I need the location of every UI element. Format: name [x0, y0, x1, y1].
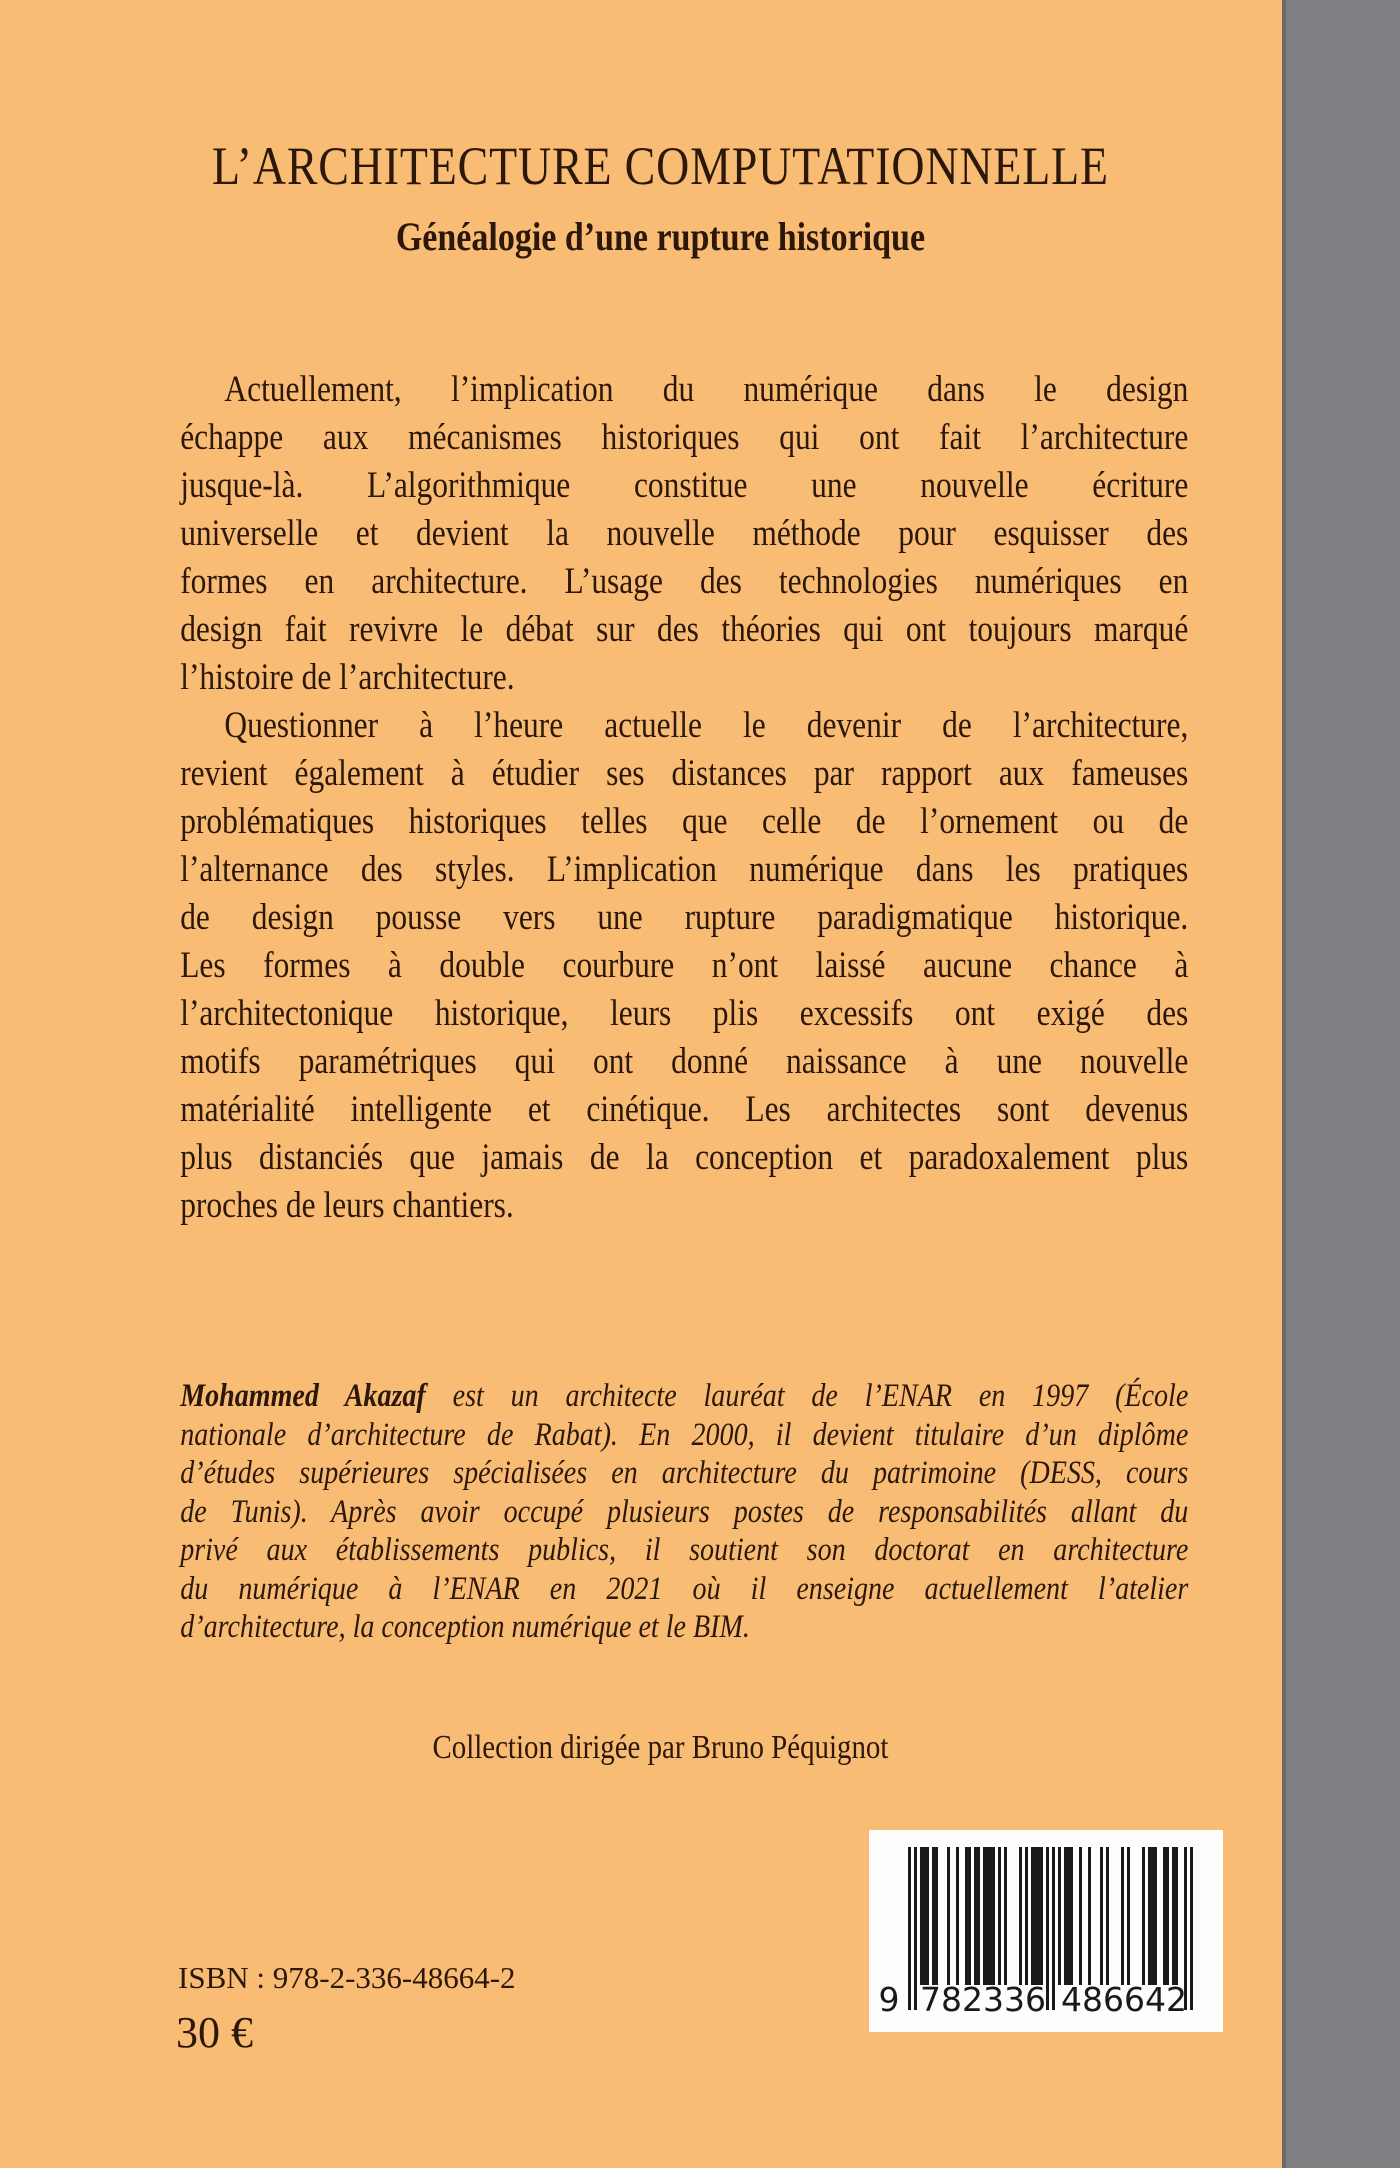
- book-subtitle: Généalogie d’une rupture historique: [395, 214, 926, 259]
- bio-line: d’études supérieures spécialisées en architecture du patrimoine (DESS, cours: [180, 1455, 1189, 1491]
- barcode-digit: 8: [1082, 1980, 1103, 2019]
- barcode-digit: 6: [1025, 1980, 1046, 2019]
- synopsis-line: matérialité intelligente et cinétique. Les architectes sont devenus: [180, 1089, 1189, 1130]
- barcode-digit: 2: [962, 1980, 983, 2019]
- synopsis-line: l’histoire de l’architecture.: [180, 657, 515, 698]
- barcode-digit: 6: [1103, 1980, 1124, 2019]
- barcode-digit: 3: [1004, 1980, 1025, 2019]
- synopsis-line: de design pousse vers une rupture paradigmatique historique.: [180, 897, 1189, 938]
- bio-line: de Tunis). Après avoir occupé plusieurs postes de responsabilités allant du: [180, 1493, 1189, 1530]
- barcode-digit: 4: [1061, 1980, 1082, 2019]
- synopsis-line: Questionner à l’heure actuelle le devenir de l’architecture,: [224, 705, 1189, 746]
- barcode-right-digits: [1061, 1980, 1187, 2019]
- bio-line: d’architecture, la conception numérique et le BIM.: [180, 1609, 750, 1645]
- synopsis-line: plus distanciés que jamais de la conception et paradoxalement plus: [180, 1137, 1189, 1178]
- synopsis-line: Actuellement, l’implication du numérique dans le design: [224, 369, 1189, 410]
- barcode-digit: 6: [1124, 1980, 1145, 2019]
- synopsis-line: l’alternance des styles. L’implication numérique dans les pratiques: [180, 849, 1189, 890]
- barcode-digit: 4: [1145, 1980, 1166, 2019]
- price-text: 30 €: [176, 2008, 253, 2057]
- synopsis-line: proches de leurs chantiers.: [180, 1185, 514, 1226]
- synopsis-line: motifs paramétriques qui ont donné naissance à une nouvelle: [180, 1041, 1189, 1082]
- bio-line: nationale d’architecture de Rabat). En 2000, il devient titulaire d’un diplôme: [180, 1416, 1189, 1453]
- barcode-digit: 2: [1166, 1980, 1187, 2019]
- barcode-lead-digit: 9: [878, 1980, 900, 2019]
- synopsis-line: design fait revivre le débat sur des théories qui ont toujours marqué: [180, 609, 1189, 650]
- synopsis-line: universelle et devient la nouvelle méthode pour esquisser des: [180, 513, 1189, 554]
- synopsis-line: l’architectonique historique, leurs plis excessifs ont exigé des: [180, 993, 1189, 1034]
- barcode: [869, 1830, 1223, 2032]
- collection-note: Collection dirigée par Bruno Péquignot: [432, 1729, 889, 1766]
- bio-line: Mohammed Akazaf est un architecte lauréat de l’ENAR en 1997 (École: [180, 1378, 1189, 1414]
- isbn-text: ISBN : 978-2-336-48664-2: [178, 1960, 516, 1995]
- synopsis-text: [180, 366, 1188, 1230]
- author-name: Mohammed Akazaf: [180, 1378, 426, 1414]
- author-bio: [180, 1377, 1188, 1647]
- header: [140, 136, 1180, 260]
- barcode-digit: 3: [983, 1980, 1004, 2019]
- bio-line: du numérique à l’ENAR en 2021 où il enseigne actuellement l’atelier: [180, 1570, 1189, 1607]
- synopsis-line: Les formes à double courbure n’ont laissé aucune chance à: [180, 945, 1189, 986]
- barcode-left-digits: [920, 1980, 1046, 2019]
- barcode-digit: 7: [920, 1980, 941, 2019]
- bio-line: privé aux établissements publics, il soutient son doctorat en architecture: [180, 1532, 1189, 1568]
- barcode-digit: 8: [941, 1980, 962, 2019]
- synopsis-line: jusque-là. L’algorithmique constitue une nouvelle écriture: [180, 465, 1189, 506]
- book-title: L’ARCHITECTURE COMPUTATIONNELLE: [212, 136, 1109, 196]
- synopsis-line: formes en architecture. L’usage des technologies numériques en: [180, 561, 1189, 602]
- synopsis-line: revient également à étudier ses distances par rapport aux fameuses: [180, 753, 1189, 794]
- synopsis-line: échappe aux mécanismes historiques qui ont fait l’architecture: [180, 417, 1189, 458]
- synopsis-line: problématiques historiques telles que celle de l’ornement ou de: [180, 801, 1189, 842]
